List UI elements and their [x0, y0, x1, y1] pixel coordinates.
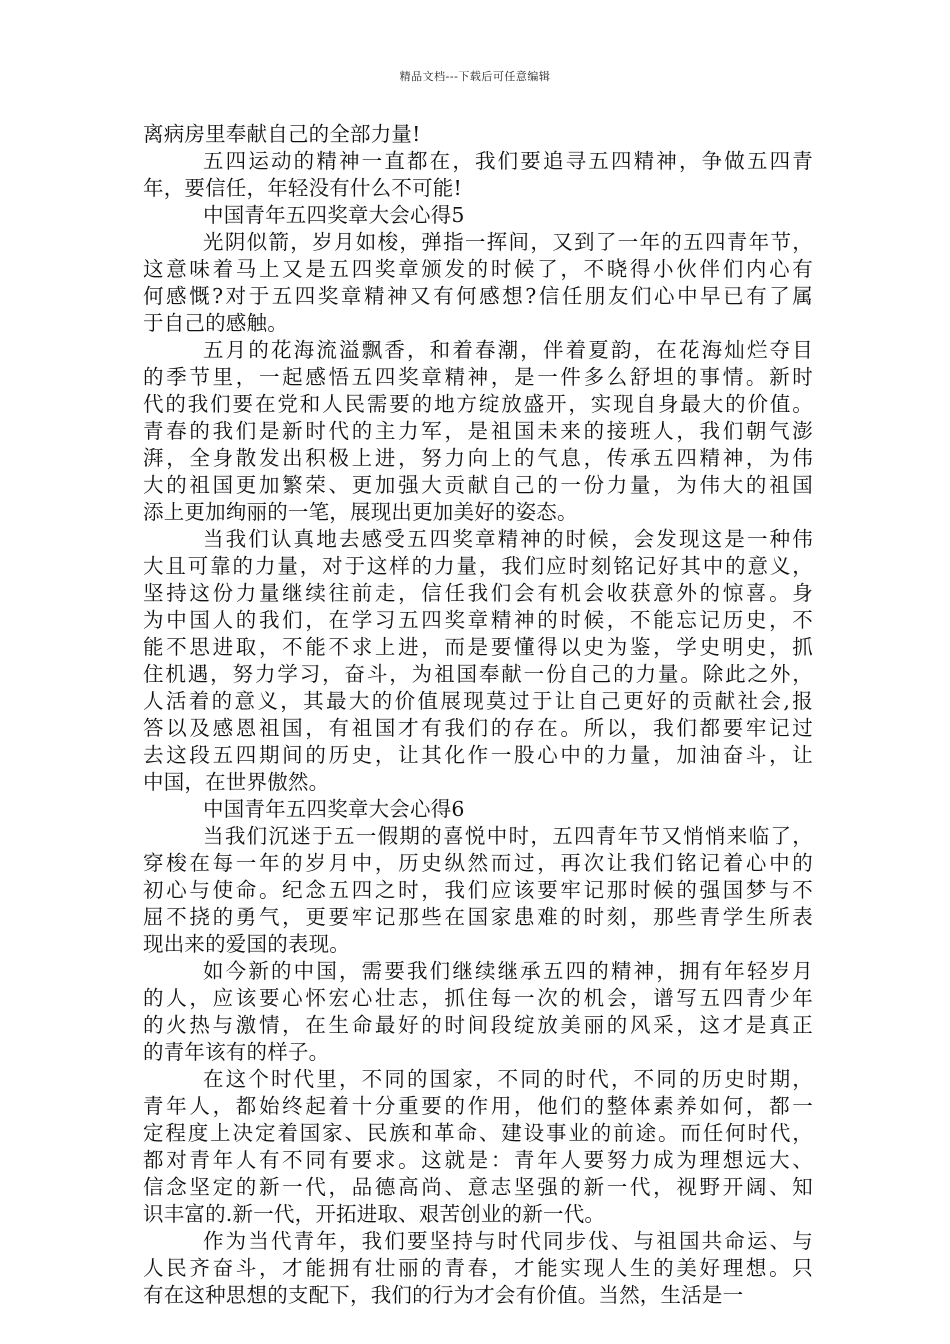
text-line: 大且可靠的力量，对于这样的力量，我们应时刻铭记好其中的意义，: [143, 554, 813, 578]
text-line: 添上更加绚丽的一笔，展现出更加美好的姿态。: [143, 500, 578, 524]
text-line: 湃，全身散发出积极上进，努力向上的气息，传承五四精神，为伟: [143, 446, 813, 470]
text-line: 在这个时代里，不同的国家，不同的时代，不同的历史时期，: [203, 1067, 813, 1091]
text-line: 信念坚定的新一代，品德高尚、意志坚强的新一代，视野开阔、知: [143, 1175, 813, 1199]
text-line: 青年人，都始终起着十分重要的作用，他们的整体素养如何，都一: [143, 1094, 813, 1118]
text-line: 的青年该有的样子。: [143, 1040, 330, 1064]
text-line: 初心与使命。纪念五四之时，我们应该要牢记那时候的强国梦与不: [143, 878, 813, 902]
text-line: 人民齐奋斗，才能拥有壮丽的青春，才能实现人生的美好理想。只: [143, 1256, 813, 1280]
text-line: 大的祖国更加繁荣、更加强大贡献自己的一份力量，为伟大的祖国: [143, 473, 813, 497]
text-line: 都对青年人有不同有要求。这就是：青年人要努力成为理想远大、: [143, 1148, 813, 1172]
text-line: 五月的花海流溢飘香，和着春潮，伴着夏韵，在花海灿烂夺目: [203, 338, 813, 362]
text-line: 光阴似箭，岁月如梭，弹指一挥间，又到了一年的五四青年节，: [203, 230, 813, 254]
text-line: 的火热与激情，在生命最好的时间段绽放美丽的风采，这才是真正: [143, 1013, 813, 1037]
page-header: 精品文档---下载后可任意编辑: [399, 70, 551, 83]
text-line: 何感慨?对于五四奖章精神又有何感想?信任朋友们心中早已有了属: [143, 284, 813, 308]
text-line: 青春的我们是新时代的主力军，是祖国未来的接班人，我们朝气澎: [143, 419, 813, 443]
text-line: 这意味着马上又是五四奖章颁发的时候了，不晓得小伙伴们内心有: [143, 257, 813, 281]
text-line: 坚持这份力量继续往前走，信任我们会有机会收获意外的惊喜。身: [143, 581, 813, 605]
text-line: 如今新的中国，需要我们继续继承五四的精神，拥有年轻岁月: [203, 959, 813, 983]
text-line: 当我们沉迷于五一假期的喜悦中时，五四青年节又悄悄来临了，: [203, 824, 813, 848]
text-line: 答以及感恩祖国，有祖国才有我们的存在。所以，我们都要牢记过: [143, 716, 813, 740]
text-line: 离病房里奉献自己的全部力量!: [143, 122, 421, 146]
text-line: 去这段五四期间的历史，让其化作一股心中的力量，加油奋斗，让: [143, 743, 813, 767]
text-line: 识丰富的.新一代，开拓进取、艰苦创业的新一代。: [143, 1202, 606, 1226]
section-heading: 中国青年五四奖章大会心得5: [203, 203, 465, 227]
document-body: [143, 121, 813, 1309]
text-line: 定程度上决定着国家、民族和革命、建设事业的前途。而任何时代，: [143, 1121, 813, 1145]
text-line: 人活着的意义，其最大的价值展现莫过于让自己更好的贡献社会,报: [143, 689, 813, 713]
text-line: 有在这种思想的支配下，我们的行为才会有价值。当然，生活是一: [143, 1283, 744, 1307]
text-line: 于自己的感触。: [143, 311, 288, 335]
text-line: 当我们认真地去感受五四奖章精神的时候，会发现这是一种伟: [203, 527, 813, 551]
text-line: 的人，应该要心怀宏心壮志，抓住每一次的机会，谱写五四青少年: [143, 986, 813, 1010]
text-line: 代的我们要在党和人民需要的地方绽放盛开，实现自身最大的价值。: [143, 392, 813, 416]
text-line: 住机遇，努力学习，奋斗，为祖国奉献一份自己的力量。除此之外，: [143, 662, 813, 686]
text-line: 中国，在世界傲然。: [143, 770, 330, 794]
text-line: 屈不挠的勇气，更要牢记那些在国家患难的时刻，那些青学生所表: [143, 905, 813, 929]
text-line: 五四运动的精神一直都在，我们要追寻五四精神，争做五四青: [203, 149, 813, 173]
text-line: 现出来的爱国的表现。: [143, 932, 350, 956]
text-line: 穿梭在每一年的岁月中，历史纵然而过，再次让我们铭记着心中的: [143, 851, 813, 875]
section-heading: 中国青年五四奖章大会心得6: [203, 797, 465, 821]
text-line: 的季节里，一起感悟五四奖章精神，是一件多么舒坦的事情。新时: [143, 365, 813, 389]
text-line: 为中国人的我们，在学习五四奖章精神的时候，不能忘记历史，不: [143, 608, 813, 632]
text-line: 作为当代青年，我们要坚持与时代同步伐、与祖国共命运、与: [203, 1229, 813, 1253]
text-line: 年，要信任，年轻没有什么不可能!: [143, 176, 462, 200]
text-line: 能不思进取，不能不求上进，而是要懂得以史为鉴，学史明史，抓: [143, 635, 813, 659]
